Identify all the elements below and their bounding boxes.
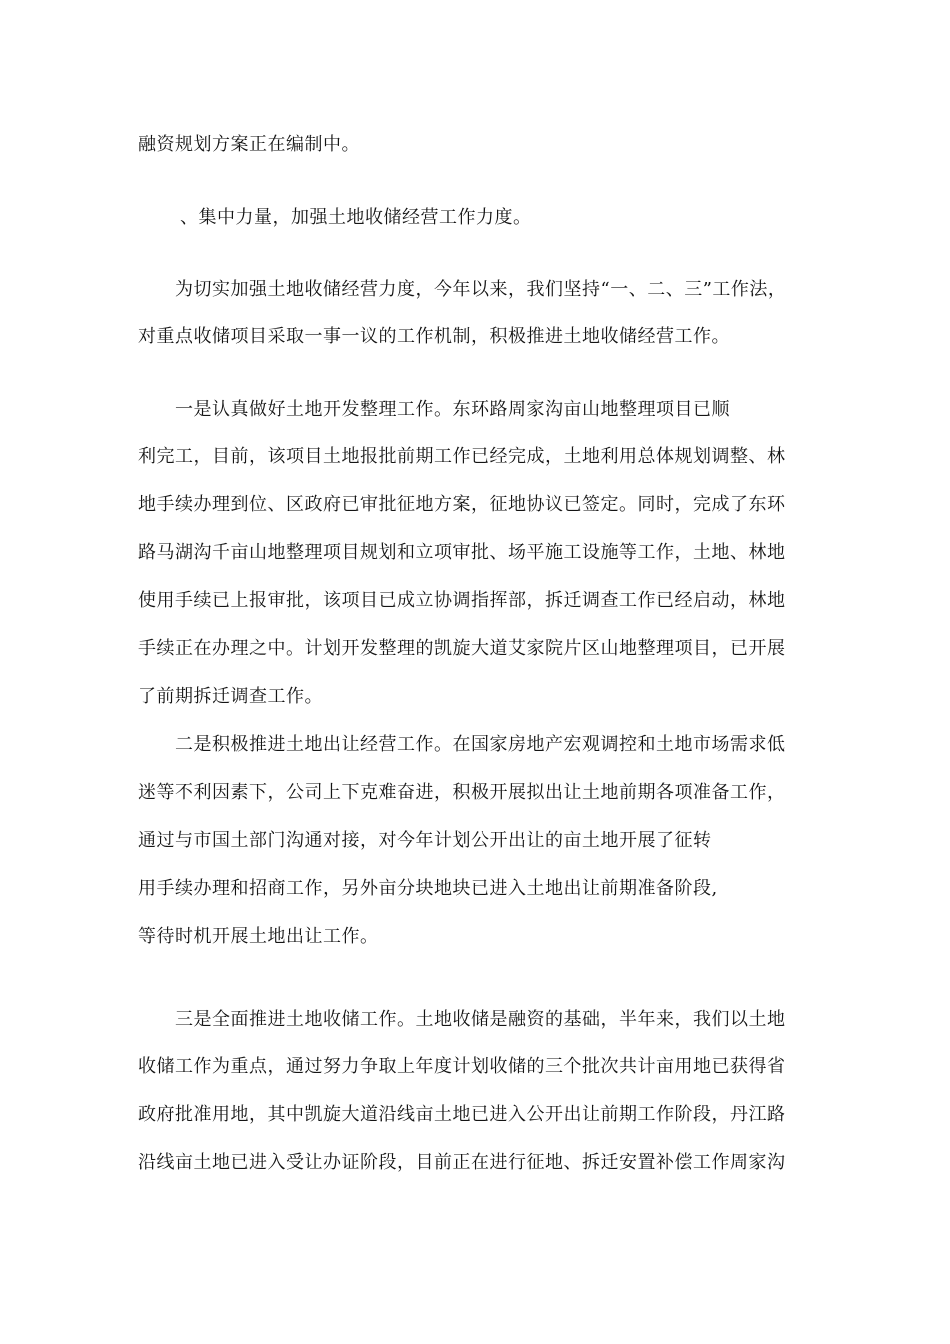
text-line: 政府批准用地，其中凯旋大道沿线亩土地已进入公开出让前期工作阶段，丹江路 xyxy=(138,1104,786,1125)
text-line: 使用手续已上报审批，该项目已成立协调指挥部，拆迁调查工作已经启动，林地 xyxy=(138,590,786,611)
text-line: 为切实加强土地收储经营力度，今年以来，我们坚持“一、二、三”工作法， xyxy=(175,279,787,300)
text-line: 手续正在办理之中。计划开发整理的凯旋大道艾家院片区山地整理项目，已开展 xyxy=(138,638,786,659)
text-line: 二是积极推进土地出让经营工作。在国家房地产宏观调控和土地市场需求低 xyxy=(175,734,786,755)
text-line: 地手续办理到位、区政府已审批征地方案，征地协议已签定。同时，完成了东环 xyxy=(138,494,786,515)
text-line: 通过与市国土部门沟通对接，对今年计划公开出让的亩土地开展了征转 xyxy=(138,830,712,851)
text-line: 三是全面推进土地收储工作。土地收储是融资的基础，半年来，我们以土地 xyxy=(175,1009,786,1030)
section-heading: 、集中力量，加强土地收储经营工作力度。 xyxy=(180,207,532,228)
text-line: 利完工，目前，该项目土地报批前期工作已经完成，土地利用总体规划调整、林 xyxy=(138,446,786,467)
text-line: 等待时机开展土地出让工作。 xyxy=(138,926,379,947)
text-line: 对重点收储项目采取一事一议的工作机制，积极推进土地收储经营工作。 xyxy=(138,326,730,347)
text-line: 迷等不利因素下，公司上下克难奋进，积极开展拟出让土地前期各项准备工作， xyxy=(138,782,786,803)
text-line: 路马湖沟千亩山地整理项目规划和立项审批、场平施工设施等工作，土地、林地 xyxy=(138,542,786,563)
text-line: 用手续办理和招商工作，另外亩分块地块已进入土地出让前期准备阶段, xyxy=(138,878,718,899)
text-line: 收储工作为重点，通过努力争取上年度计划收储的三个批次共计亩用地已获得省 xyxy=(138,1056,786,1077)
text-line: 沿线亩土地已进入受让办证阶段，目前正在进行征地、拆迁安置补偿工作周家沟 xyxy=(138,1152,786,1173)
text-line: 一是认真做好土地开发整理工作。东环路周家沟亩山地整理项目已顺 xyxy=(175,399,730,420)
text-line: 融资规划方案正在编制中。 xyxy=(138,134,360,155)
text-line: 了前期拆迁调查工作。 xyxy=(138,686,323,707)
